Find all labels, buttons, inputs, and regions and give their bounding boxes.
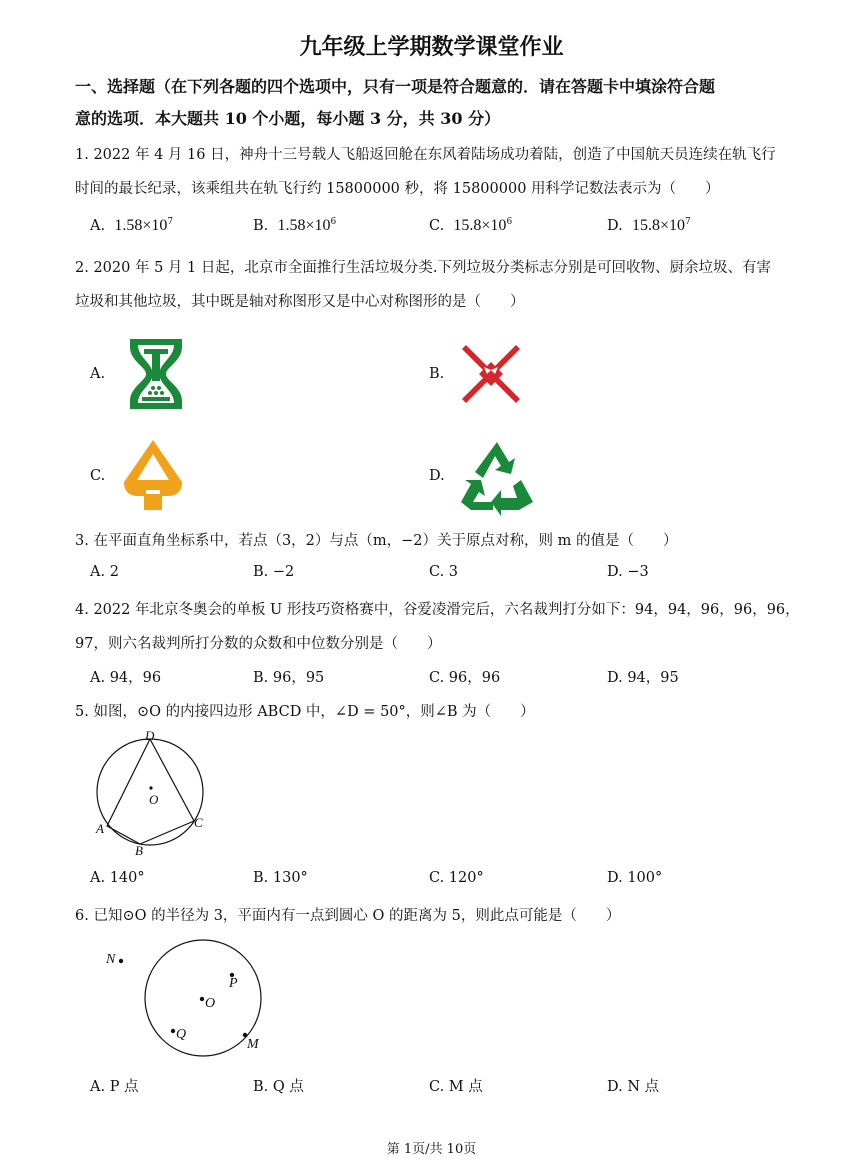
q2-line2: 垃圾和其他垃圾，其中既是轴对称图形又是中心对称图形的是（ ） (75, 294, 525, 310)
q6-option-b: B. Q 点 (253, 1079, 304, 1095)
q2-option-b: B. (429, 366, 445, 382)
q3-text: 3. 在平面直角坐标系中，若点（3，2）与点（m，−2）关于原点对称，则 m 的值是（ ） (75, 533, 678, 549)
q5-option-a: A. 140° (90, 870, 145, 886)
q5-option-c: C. 120° (429, 870, 484, 886)
q5-option-d: D. 100° (607, 870, 663, 886)
section-heading-line1: 一、选择题（在下列各题的四个选项中，只有一项是符合题意的．请在答题卡中填涂符合题 (75, 77, 716, 96)
other-waste-sign-icon (124, 440, 182, 510)
q1-line1: 1. 2022 年 4 月 16 日，神舟十三号载人飞船返回舱在东风着陆场成功着陆，创造了中国航天员连续在轨飞行 (75, 147, 776, 163)
q1-option-b: B. $1.58\times 10^6$ (253, 217, 337, 234)
q1-option-c: C. $15.8\times 10^6$ (429, 217, 513, 234)
q5-label-a: A (96, 821, 104, 836)
q3-option-b: B. −2 (253, 564, 295, 580)
q1-line2: 时间的最长纪录，该乘组共在轨飞行约 15800000 秒，将 15800000 用科学记数法表示为（ ） (75, 181, 720, 197)
q5-option-b: B. 130° (253, 870, 308, 886)
q4-line1: 4. 2022 年北京冬奥会的单板 U 形技巧资格赛中，谷爱凌滑完后，六名裁判打分如下：94，94，96，96，96， (75, 602, 800, 618)
q2-line1: 2. 2020 年 5 月 1 日起，北京市全面推行生活垃圾分类.下列垃圾分类标志分别是可回收物、厨余垃圾、有害 (75, 260, 771, 276)
kitchen-waste-sign-icon (457, 440, 537, 512)
q4-option-d: D. 94，95 (607, 670, 679, 686)
q4-line2: 97，则六名裁判所打分数的众数和中位数分别是（ ） (75, 636, 442, 652)
q3-option-d: D. −3 (607, 564, 649, 580)
q6-label-m: M (247, 1037, 259, 1052)
q4-option-c: C. 96，96 (429, 670, 501, 686)
q1-option-d: D. $15.8\times 10^7$ (607, 217, 691, 234)
q4-option-b: B. 96，95 (253, 670, 325, 686)
q5-label-d: D (145, 728, 155, 743)
page-title: 九年级上学期数学课堂作业 (299, 34, 564, 60)
q3-option-a: A. 2 (90, 564, 119, 580)
q3-option-c: C. 3 (429, 564, 459, 580)
section-heading-line2: 意的选项．本大题共 10 个小题，每小题 3 分，共 30 分） (75, 109, 501, 128)
q2-option-a: A. (90, 366, 106, 382)
recyclable-sign-icon (126, 337, 186, 411)
q6-text: 6. 已知⊙O 的半径为 3，平面内有一点到圆心 O 的距离为 5，则此点可能是（ ） (75, 908, 621, 924)
q6-option-a: A. P 点 (90, 1079, 139, 1095)
q1-option-a: A. $1.58\times 10^7$ (90, 217, 174, 234)
q6-label-q: Q (176, 1027, 187, 1042)
page-footer: 第 1页/共 10页 (386, 1142, 477, 1157)
q2-option-d: D. (429, 468, 445, 484)
q5-label-o: O (149, 792, 159, 807)
q6-label-n: N (106, 952, 116, 967)
q5-text: 5. 如图，⊙O 的内接四边形 ABCD 中，∠D = 50°，则∠B 为（ ） (75, 704, 535, 720)
hazardous-sign-icon (462, 345, 520, 403)
q2-option-c: C. (90, 468, 106, 484)
q6-label-o: O (205, 996, 216, 1011)
q5-label-b: B (135, 843, 143, 858)
q4-option-a: A. 94，96 (90, 670, 162, 686)
q5-label-c: C (194, 815, 203, 830)
q6-option-d: D. N 点 (607, 1079, 660, 1095)
q6-option-c: C. M 点 (429, 1079, 483, 1095)
q6-label-p: P (229, 976, 238, 991)
